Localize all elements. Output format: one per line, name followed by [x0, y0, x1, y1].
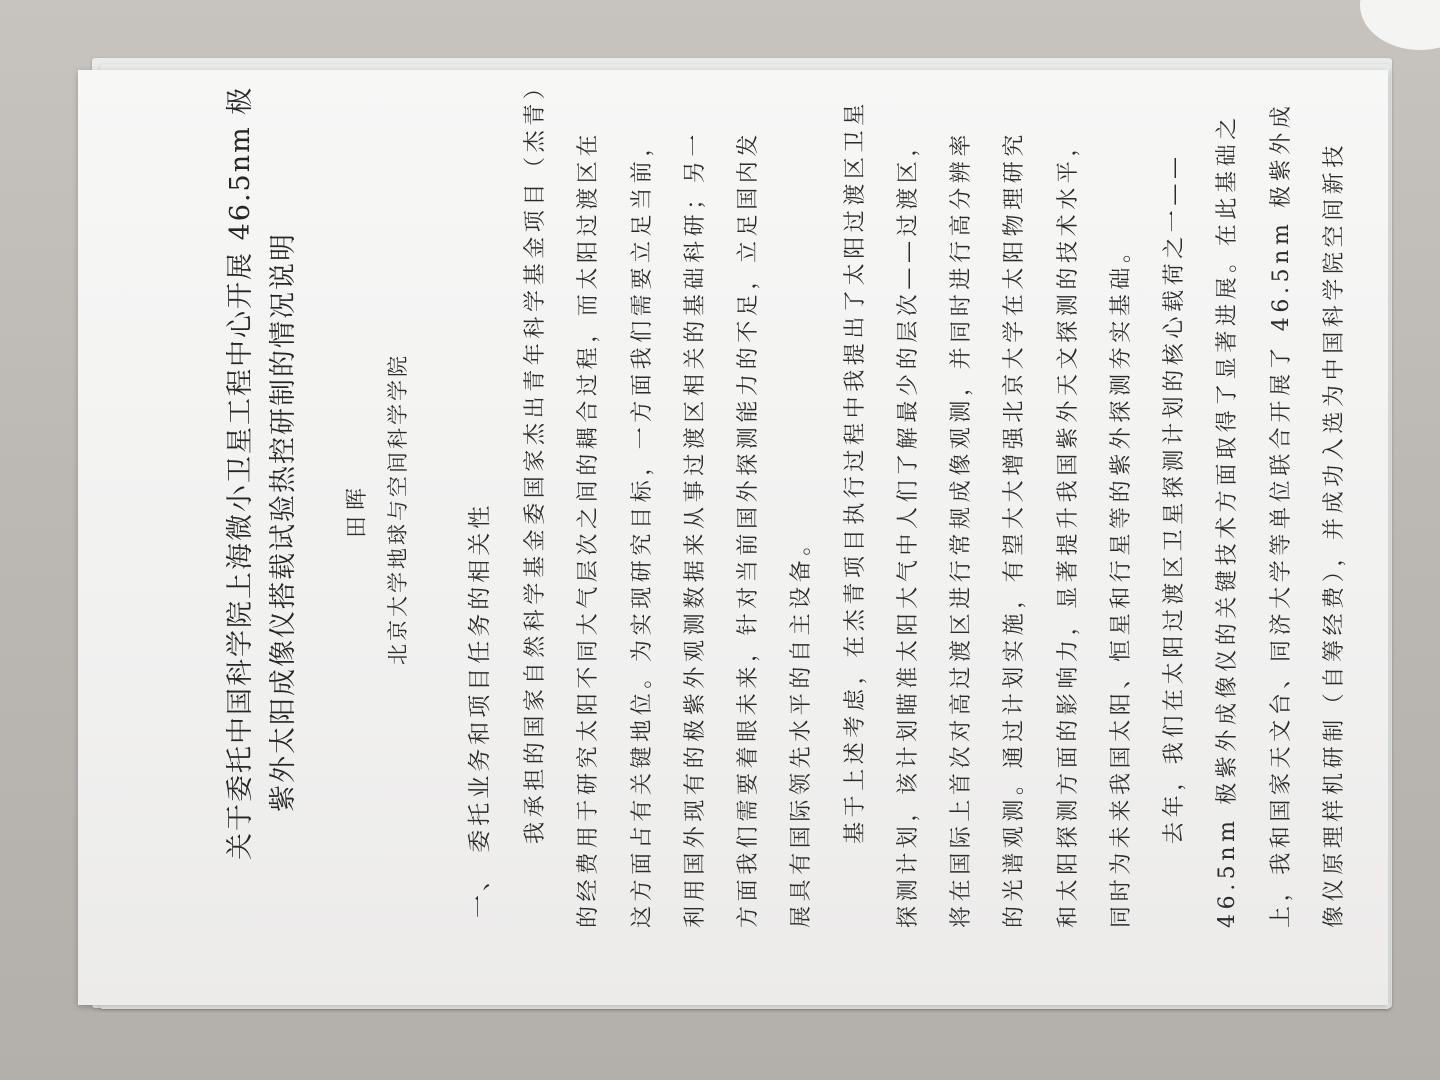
- body-line: 的经费用于研究太阳不同大气层次之间的耦合过程，而太阳过渡区在: [576, 129, 601, 928]
- body-line: 方面我们需要着眼未来，针对当前国外探测能力的不足，立足国内发: [736, 129, 761, 928]
- body-line: 像仪原理样机研制（自筹经费），并成功入选为中国科学院空间新技: [1322, 140, 1347, 928]
- body-line: 探测计划，该计划瞄准太阳大气中人们了解最少的层次——过渡区，: [896, 129, 921, 928]
- document-page: [78, 70, 1388, 1005]
- body-line: 基于上述考虑，在杰青项目执行过程中我提出了太阳过渡区卫星: [843, 99, 868, 844]
- body-line: 利用国外现有的极紫外观测数据来从事过渡区相关的基础科研；另一: [683, 129, 708, 928]
- document-title-line-2: 紫外太阳成像仪搭载试验热控研制的情况说明: [268, 232, 299, 812]
- author-affiliation: 北京大学地球与空间科学学院: [386, 353, 410, 665]
- section-heading: 一、 委托业务和项目任务的相关性: [467, 501, 493, 918]
- body-line: 展具有国际领先水平的自主设备。: [789, 528, 814, 928]
- body-line: 46.5nm 极紫外成像仪的关键技术方面取得了显著进展。在此基础之: [1215, 113, 1240, 928]
- author-name: 田晖: [345, 481, 370, 538]
- body-line: 这方面占有关键地位。为实现研究目标，一方面我们需要立足当前，: [630, 129, 655, 928]
- document-title-line-1: 关于委托中国科学院上海微小卫星工程中心开展 46.5nm 极: [225, 85, 256, 860]
- body-line: 去年，我们在太阳过渡区卫星探测计划的核心载荷之一——: [1162, 152, 1187, 844]
- body-line: 将在国际上首次对高过渡区进行常规成像观测，并同时进行高分辨率: [949, 129, 974, 928]
- body-line: 我承担的国家自然科学基金委国家杰出青年科学基金项目（杰青）: [523, 72, 548, 844]
- body-line: 和太阳探测方面的影响力，显著提升我国紫外天文探测的技术水平，: [1056, 129, 1081, 928]
- body-line: 的光谱观测。通过计划实施，有望大大增强北京大学在太阳物理研究: [1002, 129, 1027, 928]
- background-glare: [1360, 0, 1440, 50]
- body-line: 同时为未来我国太阳、恒星和行星等的紫外探测夯实基础。: [1109, 236, 1134, 928]
- body-line: 上，我和国家天文台、同济大学等单位联合开展了 46.5nm 极紫外成: [1269, 101, 1294, 928]
